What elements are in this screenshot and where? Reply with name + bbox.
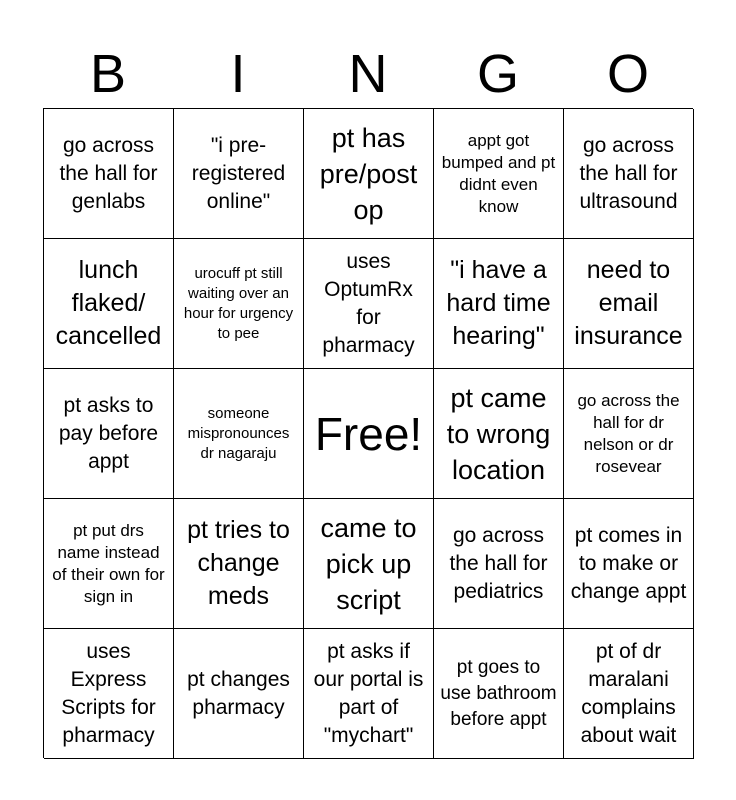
cell-text: pt has pre/post op: [319, 122, 418, 225]
bingo-cell-4-1[interactable]: [44, 499, 174, 629]
bingo-cell-2-4[interactable]: [434, 239, 564, 369]
header-letter-o: O: [606, 44, 649, 104]
bingo-cell-2-3[interactable]: [304, 239, 434, 369]
header-letter-n: N: [348, 44, 388, 104]
header-letter-b: B: [89, 44, 127, 104]
cell-text: pt asks if our portal is part of "mychart": [313, 639, 424, 747]
cell-text: pt put drs name instead of their own for sign in: [52, 520, 165, 606]
cell-text: came to pick up script: [320, 512, 417, 615]
bingo-header: [43, 40, 693, 108]
bingo-cell-2-5[interactable]: [564, 239, 694, 369]
bingo-grid: [43, 108, 693, 758]
cell-text: uses OptumRx for pharmacy: [322, 249, 415, 357]
cell-text: pt came to wrong location: [446, 382, 551, 485]
cell-text: urocuff pt still waiting over an hour for urgency to pee: [183, 264, 294, 342]
cell-text: someone mispronounces dr nagaraju: [187, 404, 290, 462]
cell-text: "i pre-registered online": [191, 133, 286, 213]
cell-text: pt of dr maralani complains about wait: [580, 639, 677, 747]
bingo-cell-4-3[interactable]: [304, 499, 434, 629]
bingo-cell-5-5[interactable]: [564, 629, 694, 759]
bingo-cell-5-1[interactable]: [44, 629, 174, 759]
bingo-cell-4-5[interactable]: [564, 499, 694, 629]
bingo-cell-5-4[interactable]: [434, 629, 564, 759]
header-letter-g: G: [476, 44, 519, 104]
cell-text: go across the hall for ultrasound: [579, 133, 678, 213]
cell-text: "i have a hard time hearing": [446, 256, 551, 350]
bingo-cell-3-4[interactable]: [434, 369, 564, 499]
bingo-cell-5-3[interactable]: [304, 629, 434, 759]
cell-text: need to email insurance: [574, 256, 683, 350]
bingo-cell-1-3[interactable]: [304, 109, 434, 239]
cell-text: lunch flaked/ cancelled: [55, 256, 162, 350]
cell-text: pt tries to change meds: [187, 516, 290, 610]
bingo-cell-1-4[interactable]: [434, 109, 564, 239]
bingo-cell-1-2[interactable]: [174, 109, 304, 239]
cell-text: appt got bumped and pt didnt even know: [441, 130, 556, 216]
bingo-cell-4-2[interactable]: [174, 499, 304, 629]
cell-text: uses Express Scripts for pharmacy: [61, 639, 156, 747]
bingo-cell-1-1[interactable]: [44, 109, 174, 239]
bingo-cell-3-1[interactable]: [44, 369, 174, 499]
cell-text: pt comes in to make or change appt: [570, 523, 687, 603]
bingo-cell-3-3[interactable]: [304, 369, 434, 499]
cell-text: go across the hall for genlabs: [59, 133, 158, 213]
cell-text: go across the hall for pediatrics: [449, 523, 548, 603]
bingo-cell-3-2[interactable]: [174, 369, 304, 499]
bingo-cell-5-2[interactable]: [174, 629, 304, 759]
bingo-cell-3-5[interactable]: [564, 369, 694, 499]
free-space: Free!: [314, 407, 423, 460]
header-letter-i: I: [230, 44, 246, 104]
bingo-cell-4-4[interactable]: [434, 499, 564, 629]
bingo-cell-2-2[interactable]: [174, 239, 304, 369]
bingo-cell-2-1[interactable]: [44, 239, 174, 369]
cell-text: go across the hall for dr nelson or dr rosevear: [577, 390, 680, 476]
bingo-cell-1-5[interactable]: [564, 109, 694, 239]
cell-text: pt asks to pay before appt: [58, 393, 159, 473]
cell-text: pt goes to use bathroom before appt: [440, 656, 557, 730]
cell-text: pt changes pharmacy: [187, 667, 290, 719]
